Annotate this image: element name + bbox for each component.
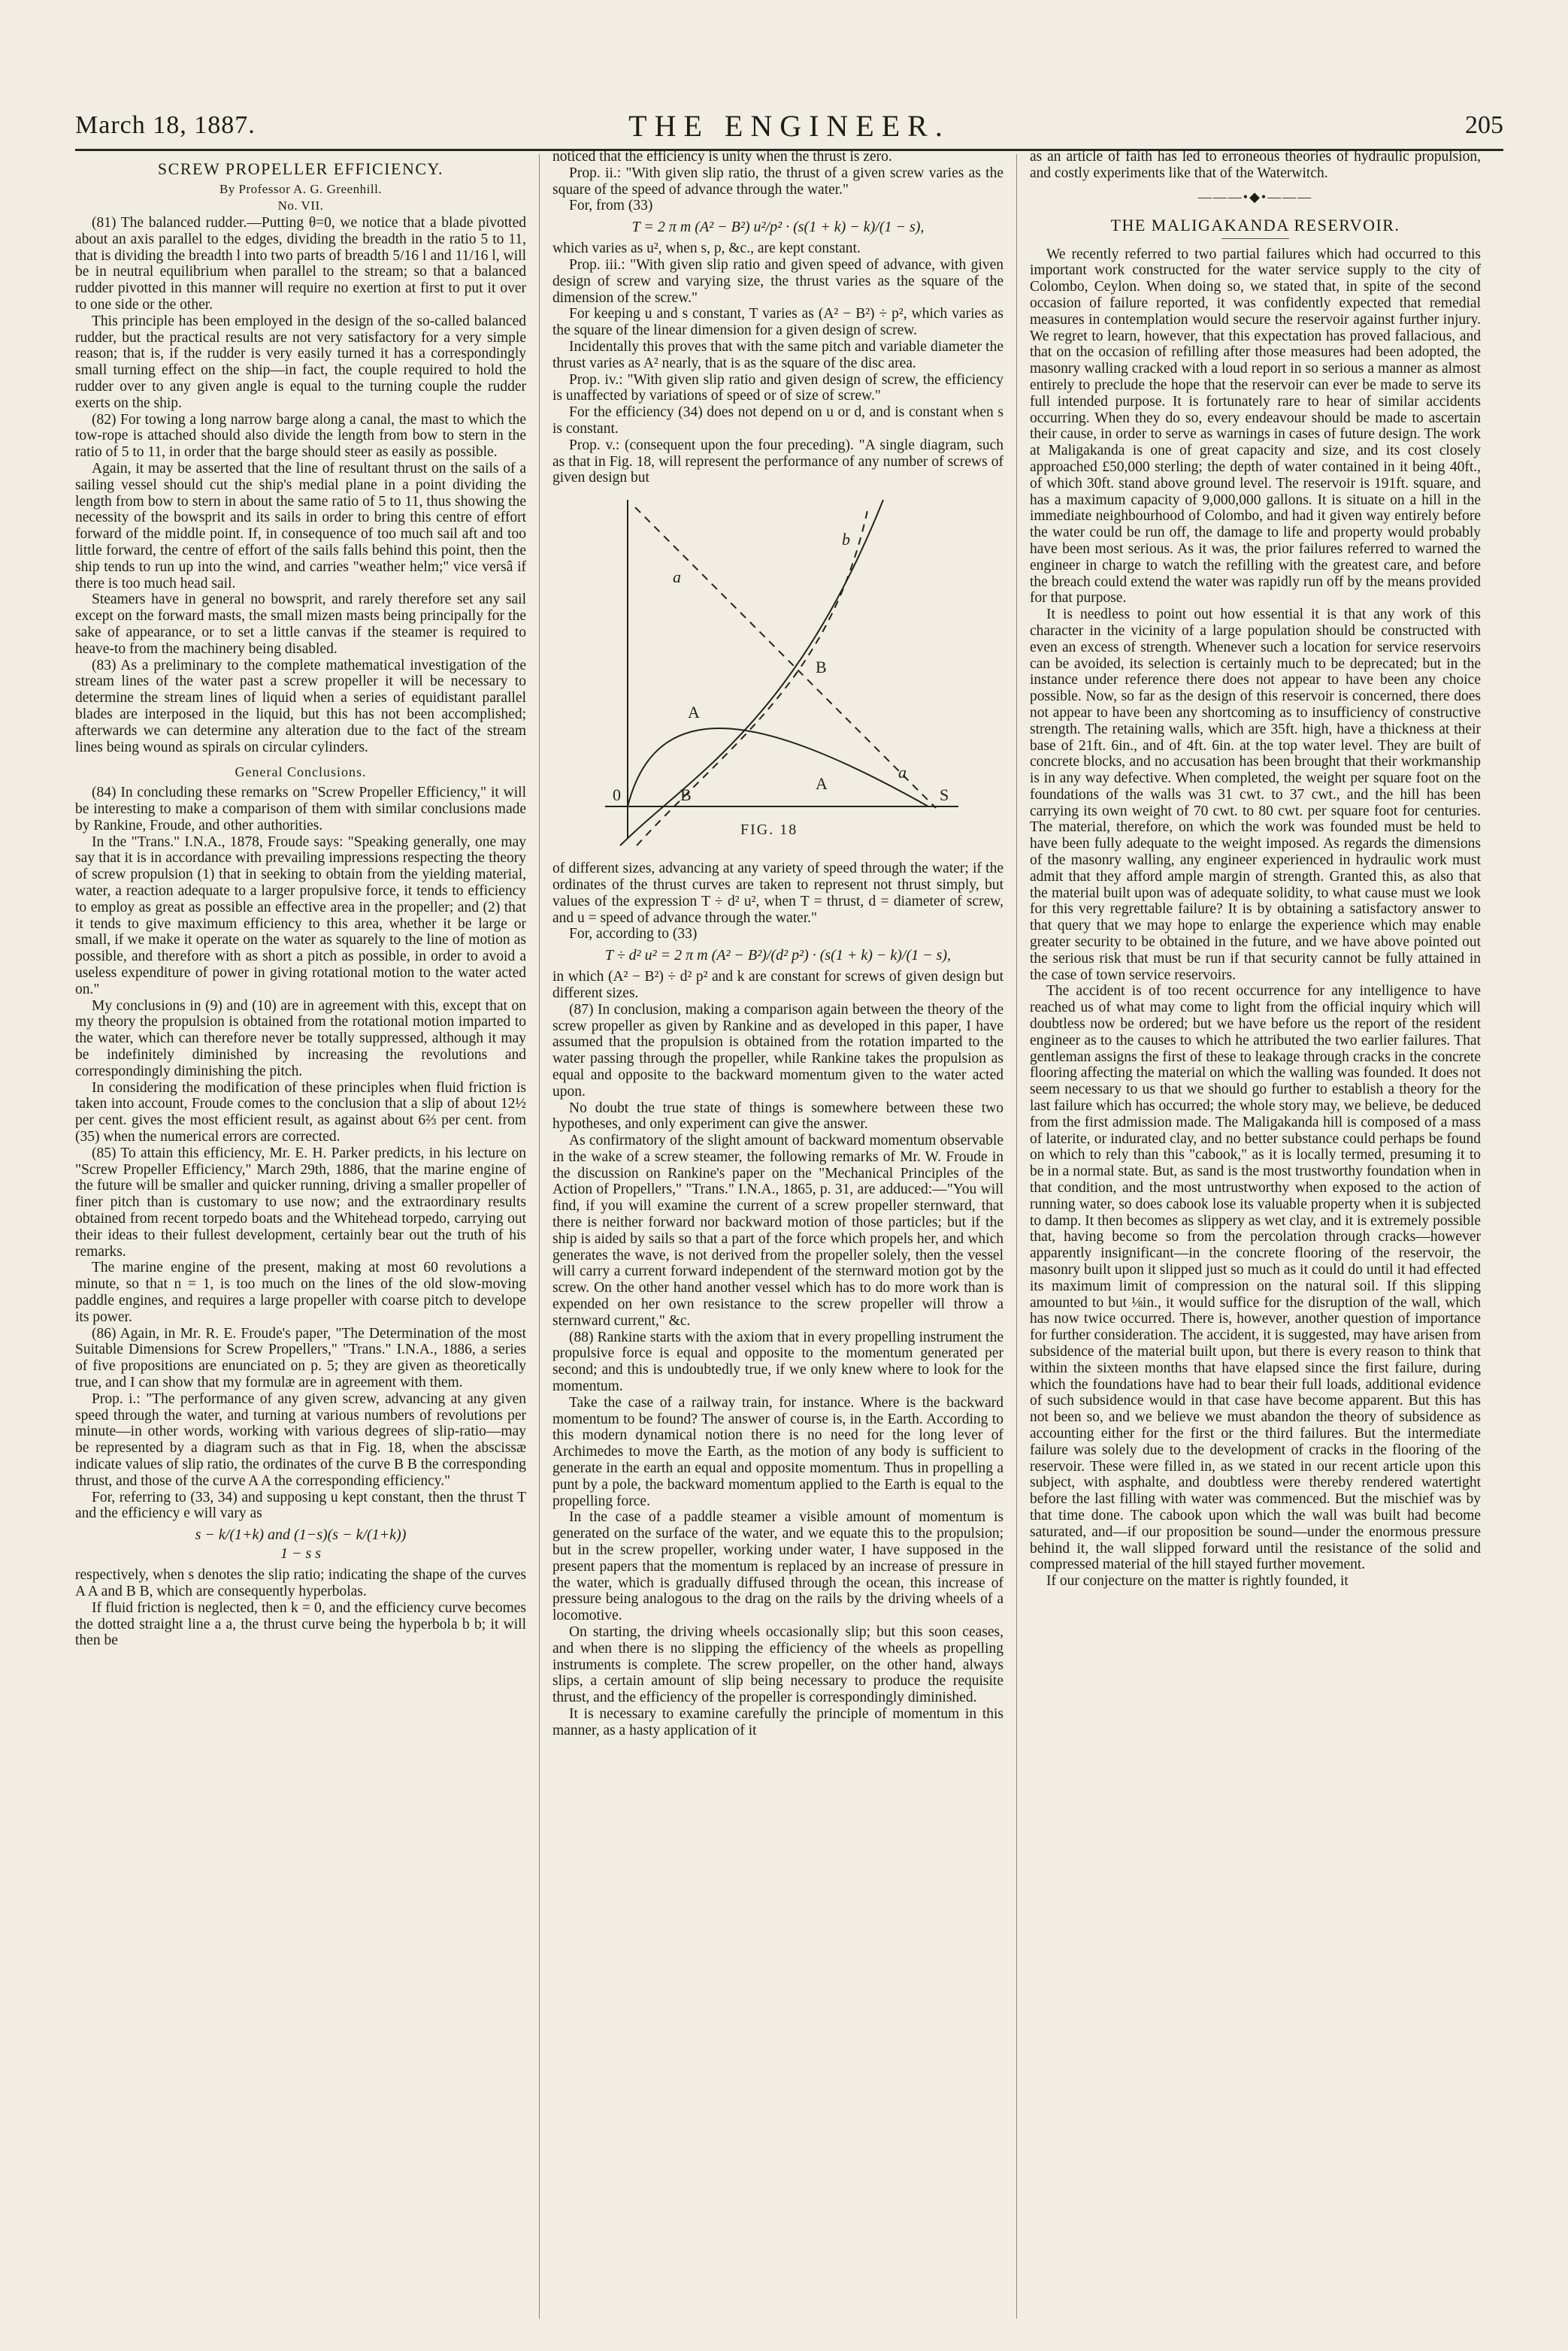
column-3: [1030, 149, 1481, 2328]
paragraph: (82) For towing a long narrow barge along a canal, the mast to which the tow-rope is attached should also divide the length from bow to stern in the ratio of 5 to 11, in order that the barge should steer as easily as possible.: [75, 411, 526, 461]
paragraph: In the "Trans." I.N.A., 1878, Froude says: "Speaking generally, one may say that it is in accordance with prevailing impressions respecting the theory of screw propulsion (1) that in seeking to obtain from the yielding material, water, a reaction adequate to a larger propulsive force, it tends to efficiency to employ as great as possible an effective area in the propeller; and (2) that it tends to give maximum efficiency to this area, whether it be large or small, if we make it operate on the water as squarely to the line of motion as possible, and therefore with as short a pitch as possible, in order to avoid a useless expenditure of power in giving rotational motion to the water acted on.": [75, 834, 526, 997]
paragraph: It is needless to point out how essential it is that any work of this character in the vicinity of a large population should be constructed with even an excess of strength. Whenever such a location for service reservoirs can be avoided, its selection is certainly much to be deprecated; but in the instance under reference there does not appear to have been any choice possible. Now, so far as the design of this reservoir is concerned, there does not appear to have been any shortcoming as to insufficiency of constructive strength. The retaining walls, which are 35ft. high, have a thickness at their base of 21ft. 6in., and of 4ft. 6in. at the top water level. They are built of concrete blocks, and no accusation has been brought that their workmanship is in any way defective. When completed, the weight per square foot on the foundations of the walls was 31 cwt. to 37 cwt., and the hill has been carrying its own weight of 70 cwt. to 80 cwt. per square foot for centuries. The material, therefore, on which the work was founded must be held to have been fully adequate to the weight imposed. As regards the dimensions of the masonry walling, any engineer experienced in hydraulic work must admit that they afford ample margin of strength. Granted this, as also that the material built upon was of adequate solidity, to what cause must we look for this very regrettable failure? It is by obtaining a satisfactory answer to that query that we may hope to enlarge the experience which may enable greater security to be obtained in the future, and we have above pointed out the serious risk that must be run if that security cannot be fully attained in the case of town service reservoirs.: [1030, 607, 1481, 983]
paragraph: For keeping u and s constant, T varies as (A² − B²) ÷ p², which varies as the square of the linear dimension for a given design of screw.: [552, 306, 1003, 339]
title-rule: [1221, 238, 1289, 239]
paragraph: For, from (33): [569, 198, 653, 214]
paragraph: (85) To attain this efficiency, Mr. E. H. Parker predicts, in his lecture on "Screw Propeller Efficiency," March 29th, 1886, that the marine engine of the future will be smaller and quicker running, driving a smaller propeller of finer pitch than is customary to use now; and the extraordinary results obtained from recent torpedo boats and the Whitehead torpedo, carrying out their ideas to their fullest development, certainly bear out the truth of his remarks.: [75, 1145, 526, 1260]
issue-date: March 18, 1887.: [75, 111, 256, 139]
paragraph: In considering the modification of these principles when fluid friction is taken into account, Froude comes to the conclusion that a slip of about 12½ per cent. gives the most efficient result, as against about 6⅔ per cent. from (35) when the numerical errors are corrected.: [75, 1079, 526, 1145]
paragraph: If fluid friction is neglected, then k = 0, and the efficiency curve becomes the dotted straight line a a, the thrust curve being the hyperbola b b; it will then be: [75, 1599, 526, 1649]
journal-title: THE ENGINEER.: [628, 109, 950, 143]
column-rule: [1016, 154, 1017, 2319]
paragraph: respectively, when s denotes the slip ratio; indicating the shape of the curves A A and B B, which are consequently hyperbolas.: [75, 1567, 526, 1599]
fig-label: B: [816, 658, 827, 677]
formula-denominators: 1 − s s: [280, 1545, 322, 1563]
paragraph: In the case of a paddle steamer a visible amount of momentum is generated on the surface of the water, and we equate this to the propulsion; but in the screw propeller, working under water, I have supposed in the present papers that the momentum is replaced by an increase of pressure in the water, which is gradually diffused through the ocean, this increase of pressure being analogous to the drag on the rails by the driving wheels of a locomotive.: [552, 1509, 1003, 1624]
paragraph: Prop. ii.: "With given slip ratio, the thrust of a given screw varies as the square of the speed of advance through the water.": [552, 165, 1003, 198]
paragraph: On starting, the driving wheels occasionally slip; but this soon ceases, and when there is no slipping the efficiency of the wheels as propelling instruments is complete. The screw propeller, on the other hand, always slips, a certain amount of slip being necessary to produce the requisite thrust, and the efficiency of the propeller is correspondingly diminished.: [552, 1624, 1003, 1706]
article-byline: By Professor A. G. Greenhill.: [219, 182, 383, 196]
paragraph: Steamers have in general no bowsprit, and rarely therefore set any sail except on the forward masts, the small mizen masts being principally for the sake of appearance, or to set a little canvas if the steamer is required to heave-to from the machinery being disabled.: [75, 592, 526, 657]
paragraph: Prop. iv.: "With given slip ratio and given design of screw, the efficiency is unaffected by variations of speed or of size of screw.": [552, 371, 1003, 404]
fig-label: a: [898, 763, 907, 782]
paragraph: (86) Again, in Mr. R. E. Froude's paper, "The Determination of the most Suitable Dimensions for Screw Propellers," "Trans." I.N.A., 1886, a series of five propositions are enunciated on p. 5; they are given as theoretically true, and I can show that my formulæ are in agreement with them.: [75, 1325, 526, 1390]
column-rule: [539, 154, 540, 2319]
column-1: [75, 149, 526, 2328]
formula: T ÷ d² u² = 2 π m (A² − B²)/(d² p²) · (s(1 + k) − k)/(1 − s),: [604, 947, 952, 964]
fig-label: A: [816, 774, 828, 794]
paragraph: Prop. v.: (consequent upon the four preceding). "A single diagram, such as that in Fig. 18, will represent the performance of any number of screws of given design but: [552, 437, 1003, 486]
masthead: [75, 111, 1503, 151]
section-ornament: ———•◆•———: [1197, 189, 1313, 204]
article-title: THE MALIGAKANDA RESERVOIR.: [1110, 215, 1400, 234]
paragraph: Prop. i.: "The performance of any given screw, advancing at any given speed through the water, and turning at various numbers of revolutions per minute—in other words, working with various degrees of slip-ratio—may be represented by a diagram such as that in Fig. 18, when the abscissæ indicate values of slip ratio, the ordinates of the curve B B the corresponding thrust, and those of the curve A A the corresponding efficiency.": [75, 1390, 526, 1489]
fig-caption: FIG. 18: [740, 821, 798, 839]
paragraph: As confirmatory of the slight amount of backward momentum observable in the wake of a screw steamer, the following remarks of Mr. W. Froude in the discussion on Rankine's paper on the "Mechanical Principles of the Action of Propellers," "Trans." I.N.A., 1865, p. 31, are adduced:—"You will find, if you will examine the current of a screw propeller sternward, that there is neither forward nor backward motion of those particles; but if the ship is aided by sails so that a part of the force which propels her, and which generates the wave, is not derived from the propeller solely, then the vessel will carry a current forward independent of the sternward motion got by the screw. On the other hand another vessel which has to do more work than is expended on her own resistance to the screw propeller will throw a sternward current," &c.: [552, 1133, 1003, 1329]
paragraph: (81) The balanced rudder.—Putting θ=0, we notice that a blade pivotted about an axis parallel to the edges, dividing the breadth in the ratio 5 to 11, that is dividing the breadth l into two parts of breadth 5/16 l and 11/16 l, will be in neutral equilibrium when parallel to the stream; so that a balanced rudder pivotted in this manner will require no exertion at first to put it over to one side or the other.: [75, 215, 526, 313]
fig-label: B: [680, 785, 692, 805]
paragraph: For, according to (33): [569, 926, 698, 943]
fig-label: b: [842, 530, 850, 549]
paragraph: (88) Rankine starts with the axiom that in every propelling instrument the propulsive force is equal and opposite to the momentum generated per second; and this is undoubtedly true, if we only knew where to look for the momentum.: [552, 1329, 1003, 1395]
paragraph: (84) In concluding these remarks on "Screw Propeller Efficiency," it will be interesting to make a comparison of them with similar conclusions made by Rankine, Froude, and other authorities.: [75, 785, 526, 834]
paragraph: For the efficiency (34) does not depend on u or d, and is constant when s is constant.: [552, 404, 1003, 437]
paragraph: (87) In conclusion, making a comparison again between the theory of the screw propeller as given by Rankine and as developed in this paper, I have assumed that the propulsion is obtained from the rotation imparted to the water passing through the propeller, while Rankine takes the propulsion as equal and opposite to the backward momentum given to the water acted upon.: [552, 1001, 1003, 1100]
fig-label: A: [688, 703, 700, 722]
fig-18-diagram: [583, 492, 973, 853]
section-heading: General Conclusions.: [235, 764, 367, 780]
paragraph: (83) As a preliminary to the complete mathematical investigation of the stream lines of the water past a screw propeller it will be necessary to determine the stream lines of liquid when a series of equidistant parallel blades are interposed in the liquid, but this has not been accomplished; afterwards we can determine any alteration due to the fact of the stream lines being wound as spirals on circular cylinders.: [75, 657, 526, 755]
paragraph: For, referring to (33, 34) and supposing u kept constant, then the thrust T and the efficiency e will vary as: [75, 1489, 526, 1522]
paragraph: of different sizes, advancing at any variety of speed through the water; if the ordinates of the thrust curves are taken to represent not thrust simply, but values of the expression T ÷ d² u², when T = thrust, d = diameter of screw, and u = speed of advance through the water.": [552, 861, 1003, 926]
paragraph: If our conjecture on the matter is rightly founded, it: [1046, 1573, 1349, 1590]
curve-B-B: [620, 500, 883, 846]
paragraph: Incidentally this proves that with the same pitch and variable diameter the thrust varies as A² nearly, that is as the square of the disc area.: [552, 338, 1003, 371]
formula: T = 2 π m (A² − B²) u²/p² · (s(1 + k) − k)/(1 − s),: [631, 219, 925, 236]
paragraph: noticed that the efficiency is unity when the thrust is zero.: [552, 149, 892, 165]
paragraph: Prop. iii.: "With given slip ratio and given speed of advance, with given design of screw and varying size, the thrust varies as the square of the dimension of the screw.": [552, 256, 1003, 306]
paragraph: This principle has been employed in the design of the so-called balanced rudder, but the practical results are not very satisfactory for a very simple reason; that is, if the rudder is very easily turned it has a correspondingly small turning effect on the ship—in fact, the couple required to hold the rudder over to any given angle is equal to the turning couple the rudder exerts on the ship.: [75, 313, 526, 411]
paragraph: as an article of faith has led to erroneous theories of hydraulic propulsion, and costly experiments like that of the Waterwitch.: [1030, 149, 1481, 181]
formula: s − k/(1+k) and (1−s)(s − k/(1+k)): [195, 1526, 407, 1544]
hyperbola-b-b: [637, 507, 868, 846]
fig-label: 0: [613, 785, 621, 805]
column-2: [552, 149, 1003, 2328]
paragraph: We recently referred to two partial failures which had occurred to this important work constructed for the water service supply to the city of Colombo, Ceylon. When doing so, we stated that, in spite of the second occasion of failure reported, it was confidently expected that remedial measures in contemplation would secure the reservoir against further injury. We regret to learn, however, that this expectation has proved fallacious, and that on the occasion of refilling after those measures had been adopted, the masonry walling cracked with a loud report in so serious a manner as almost entirely to preclude the hope that the reservoir can ever be made to serve its full intended purpose. It is fortunately rare to hear of similar accidents occurring. When they do so, every endeavour should be made to ascertain their cause, in order to serve as warnings in cases of future design. The work at Maligakanda is one of great capacity and size, and its cost closely approached £50,000 sterling; the depth of water contained in it being 40ft., of which 30ft. stand above ground level. The reservoir is 191ft. square, and has a maximum capacity of 9,000,000 gallons. It is situate on a hill in the immediate neighbourhood of Colombo, and had it given way entirely before the water could be run off, the damage to life and property would probably have been most serious. As it was, the prior failures referred to warned the engineer in charge to watch the refilling with the greatest care, and before the breach could extend the water was rapidly run off by the means provided for that purpose.: [1030, 246, 1481, 607]
paragraph: No doubt the true state of things is somewhere between these two hypotheses, and only experiment can give the answer.: [552, 1100, 1003, 1133]
paragraph: in which (A² − B²) ÷ d² p² and k are constant for screws of given design but different sizes.: [552, 969, 1003, 1001]
paragraph: which varies as u², when s, p, &c., are kept constant.: [552, 241, 861, 257]
paragraph: The marine engine of the present, making at most 60 revolutions a minute, so that n = 1, is too much on the lines of the old slow-moving paddle engines, and requires a large propeller with coarse pitch to develope its power.: [75, 1260, 526, 1325]
article-title: SCREW PROPELLER EFFICIENCY.: [157, 159, 444, 178]
paragraph: The accident is of too recent occurrence for any intelligence to have reached us of what may come to light from the official inquiry which will doubtless now be ordered; but we have before us the report of the resident engineer as to the causes to which he attributed the two earlier failures. That gentleman assigns the first of these to leakage through cracks in the concrete flooring affecting the material on which the walling was founded. It does not seem necessary to us that we should go further to establish a theory for the last failure which has occurred; the whole story may, we believe, be deduced from the first admission made. The Maligakanda hill is composed of a mass of laterite, or indurated clay, and no better substance could perhaps be found on which to rely than this "cabook," as it is locally termed, presuming it to be in a normal state. But, as sand is the most trustworthy foundation when in that condition, and the most untrustworthy when exposed to the action of running water, so does cabook lose its valuable property when it is subjected to damp. It then becomes as slippery as wet clay, and it is extremely possible that, having become so from the percolation through cracks—however apparently insignificant—in the concrete flooring of the reservoir, the masonry built upon it slipped just so much as it could do until it had effected its maximum limit of compression on the natural soil. If this slipping amounted to but ⅛in., it would suffice for the disruption of the wall, which has now twice occurred. There is, however, another question of importance for further consideration. The accident, it is suggested, may have arisen from subsidence of the material built upon, but there is every reason to think that within the sixteen months that have elapsed since the first failure, during which the foundations have had to bear their full loads, additional evidence of such subsidence would in that case have become apparent. But this has not been so, and we believe we must abandon the theory of subsidence as accounting either for the first or the third failures. But the intermediate failure was solely due to the development of cracks in the flooring of the reservoir. These were filled in, as we stated in our recent article upon this subject, with asphalte, and doubtless were thereby rendered watertight before the last filling with water was commenced. But the mischief was by that time done. The cabook upon which the wall was built had become saturated, and—if our proposition be sound—under the enormous pressure behind it, the wall slipped forward until the resistance of the solid and compressed material of the hill stayed further movement.: [1030, 983, 1481, 1573]
page-number: 205: [1465, 111, 1503, 139]
paragraph: My conclusions in (9) and (10) are in agreement with this, except that on my theory the propulsion is obtained from the rotational motion imparted to the water, which can therefore never be totally suppressed, although it may be indefinitely diminished by increasing the revolutions and correspondingly diminishing the pitch.: [75, 997, 526, 1079]
fig-label: S: [940, 785, 949, 805]
line-a-a: [635, 507, 936, 808]
paragraph: It is necessary to examine carefully the principle of momentum in this manner, as a hasty application of it: [552, 1705, 1003, 1738]
paragraph: Take the case of a railway train, for instance. Where is the backward momentum to be found? The answer of course is, in the Earth. According to this modern dynamical notion there is no need for the long lever of Archimedes to move the Earth, as the motion of any body is sufficient to generate in the earth an equal and opposite momentum. Thus in propelling a punt by a pole, the backward momentum applied to the Earth is equal to the propelling force.: [552, 1394, 1003, 1509]
paragraph: Again, it may be asserted that the line of resultant thrust on the sails of a sailing vessel should cut the ship's medial plane in a point dividing the length from bow to stern in about the same ratio of 5 to 11, thus showing the necessity of the bowsprit and its sails in order to bring this centre of effort forward of the middle point. If, in consequence of too much sail aft and too little forward, the centre of effort of the sails falls behind this point, then the ship tends to run up into the wind, and carries "weather helm;" vice versâ if there is too much head sail.: [75, 460, 526, 592]
curve-A-A: [628, 728, 928, 806]
fig-label: a: [673, 567, 681, 587]
article-part-number: No. VII.: [277, 198, 324, 213]
